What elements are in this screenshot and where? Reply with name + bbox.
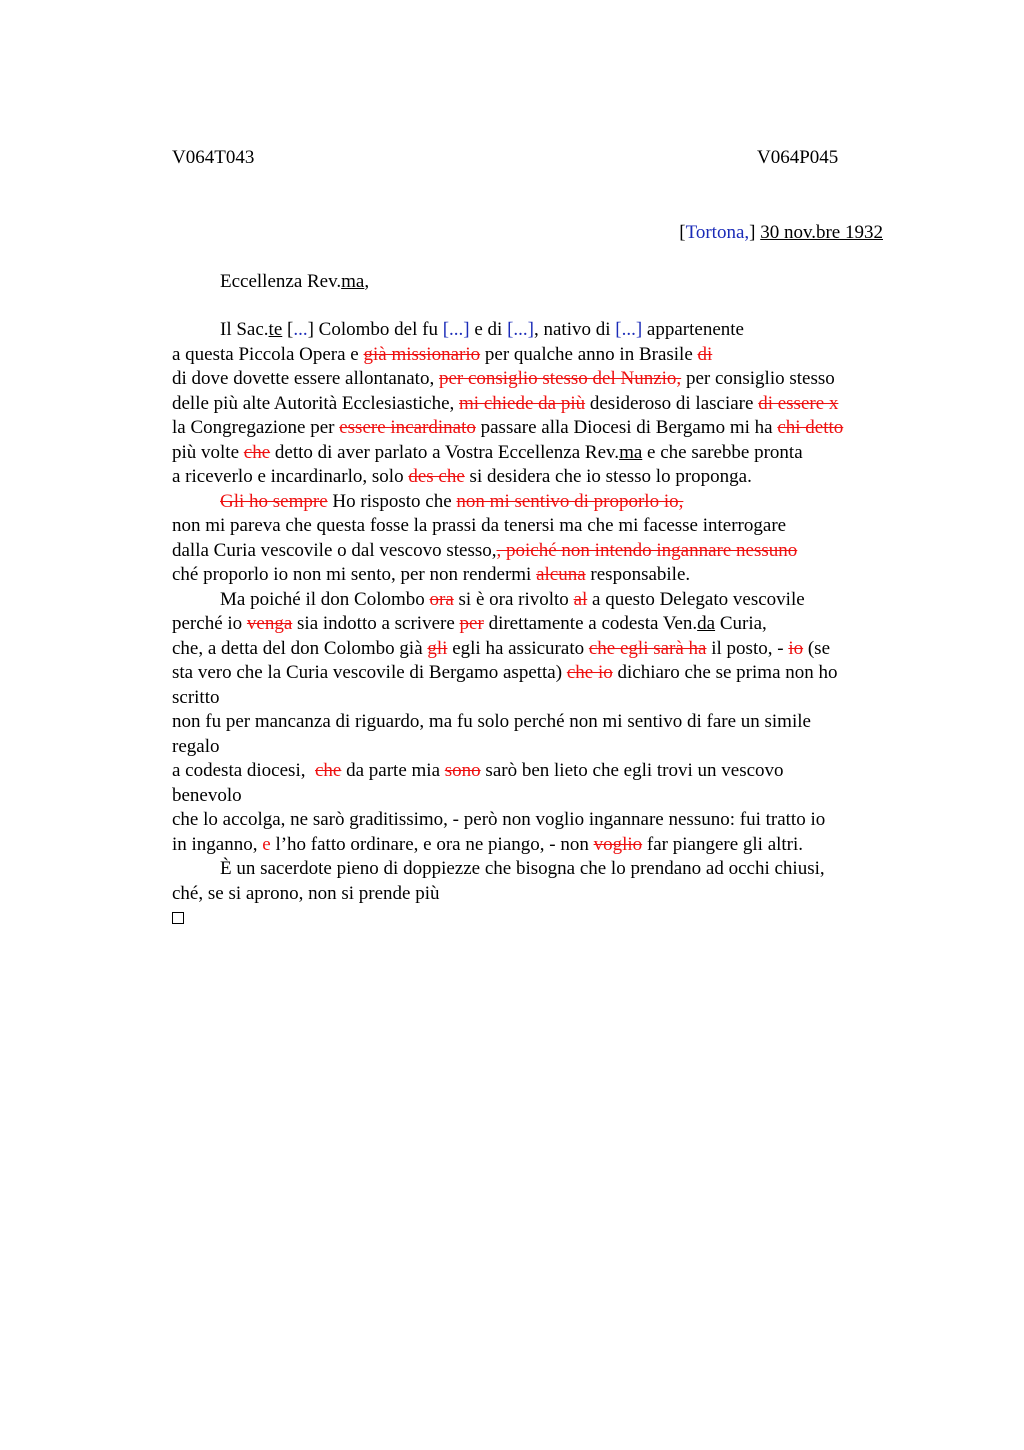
- text: Curia,: [715, 613, 767, 634]
- text: passare alla Diocesi di Bergamo mi ha: [475, 417, 778, 438]
- letter-body: [172, 318, 907, 932]
- text: da parte mia: [341, 760, 445, 781]
- letter-line-19: [172, 759, 907, 784]
- text: , nativo di: [533, 319, 616, 340]
- salutation: [220, 271, 369, 293]
- salutation-punct: ,: [364, 271, 370, 292]
- text: scritto: [172, 686, 220, 708]
- deletion: Gli ho sempre: [220, 490, 328, 512]
- text: a questo Delegato vescovile: [587, 588, 805, 610]
- text: ] Colombo del fu: [307, 319, 443, 340]
- letter-line-5: [172, 416, 907, 441]
- text: dichiaro che se prima non ho: [612, 662, 838, 683]
- text: regalo: [172, 735, 220, 757]
- deletion: e: [262, 833, 271, 855]
- deletion: gli: [427, 637, 448, 659]
- deletion: di essere x: [758, 392, 839, 414]
- letter-line-23: [172, 857, 907, 882]
- salutation-text: Eccellenza Rev.: [220, 271, 342, 292]
- editorial-bracket: [: [287, 319, 294, 340]
- deletion: venga: [246, 613, 293, 634]
- deletion: che: [243, 441, 271, 463]
- end-marker-line: [172, 906, 907, 932]
- editorial-omission: ...: [293, 319, 308, 340]
- text: l’ho fatto ordinare, e ora ne piango, - non: [270, 833, 594, 855]
- deletion: già missionario: [363, 343, 481, 365]
- text: sia indotto a scrivere: [292, 613, 460, 634]
- letter-line-20: [172, 784, 907, 809]
- letter-line-12: [172, 588, 907, 613]
- deletion: che: [314, 760, 342, 781]
- letter-line-16: [172, 686, 907, 711]
- letter-line-24: [172, 882, 907, 907]
- text: per consiglio stesso: [681, 368, 835, 389]
- dateline-close-bracket: ]: [749, 222, 756, 243]
- text: Il Sac.: [220, 319, 269, 340]
- text: a riceverlo e incardinarlo, solo: [172, 466, 409, 487]
- dateline-place: Tortona,: [685, 222, 750, 243]
- square-box-icon: [172, 912, 184, 924]
- text: a codesta diocesi,: [172, 760, 315, 781]
- text: delle più alte Autorità Ecclesiastiche,: [172, 392, 460, 414]
- letter-line-4: [172, 392, 907, 417]
- editorial-omission: [...]: [615, 319, 643, 340]
- text: desideroso di lasciare: [585, 392, 759, 414]
- letter-line-13: [172, 612, 907, 637]
- letter-line-22: [172, 833, 907, 858]
- letter-line-14: [172, 637, 907, 662]
- text: a questa Piccola Opera e: [172, 343, 364, 365]
- deletion: chi detto: [777, 417, 844, 438]
- abbrev: da: [697, 613, 716, 634]
- deletion: voglio: [593, 833, 643, 855]
- letter-line-18: [172, 735, 907, 760]
- editorial-omission: [...]: [442, 319, 470, 340]
- deletion: per: [459, 613, 484, 634]
- text: È un sacerdote pieno di doppiezze che bisogna che lo prendano ad occhi chiusi,: [220, 858, 825, 879]
- letter-line-1: [172, 318, 907, 343]
- text: responsabile.: [585, 564, 691, 585]
- text: ché proporlo io non mi sento, per non rendermi: [172, 564, 537, 585]
- deletion: , poiché non intendo ingannare nessuno: [496, 539, 798, 561]
- text: non mi pareva che questa fosse la prassi da tenersi ma che mi facesse interrogare: [172, 515, 787, 536]
- deletion: io: [788, 637, 804, 659]
- text: ché, se si aprono, non si prende più: [172, 882, 440, 904]
- archive-code-right: V064P045: [757, 147, 839, 168]
- text: si desidera che io stesso lo proponga.: [464, 466, 752, 487]
- dateline-open-bracket: [: [679, 222, 686, 243]
- text: la Congregazione per: [172, 417, 340, 438]
- archive-code-left: V064T043: [172, 147, 255, 168]
- text: più volte: [172, 441, 244, 463]
- deletion: essere incardinato: [339, 417, 476, 438]
- abbrev: ma: [619, 441, 643, 463]
- text: il posto, -: [706, 637, 789, 659]
- text: detto di aver parlato a Vostra Eccellenza Rev.: [270, 441, 620, 463]
- deletion: des che: [408, 466, 465, 487]
- letter-line-7: [172, 465, 907, 490]
- deletion: che egli sarà ha: [588, 637, 707, 659]
- deletion: al: [573, 588, 588, 610]
- deletion: mi chiede da più: [459, 392, 586, 414]
- text: direttamente a codesta Ven.: [483, 613, 698, 634]
- text: Ho risposto che: [327, 490, 457, 512]
- deletion: ora: [429, 588, 454, 610]
- text: benevolo: [172, 784, 242, 806]
- deletion: alcuna: [536, 564, 586, 585]
- deletion: di: [697, 343, 713, 365]
- letter-line-6: [172, 441, 907, 466]
- text: perché io: [172, 613, 247, 634]
- text: che lo accolga, ne sarò graditissimo, - però non voglio ingannare nessuno: fui tratto io: [172, 809, 826, 830]
- text: far piangere gli altri.: [642, 833, 804, 855]
- deletion: che io: [566, 662, 613, 683]
- deletion: sono: [444, 760, 481, 781]
- text: sta vero che la Curia vescovile di Bergamo aspetta): [172, 662, 567, 683]
- text: si è ora rivolto: [453, 588, 574, 610]
- text: non fu per mancanza di riguardo, ma fu solo perché non mi sentivo di fare un simile: [172, 711, 811, 732]
- letter-line-2: [172, 343, 907, 368]
- letter-line-3: [172, 367, 907, 392]
- text: in inganno,: [172, 833, 263, 855]
- text: sarò ben lieto che egli trovi un vescovo: [480, 760, 784, 781]
- text: e di: [469, 319, 508, 340]
- dateline-date: 30 nov.bre 1932: [760, 222, 883, 243]
- deletion: non mi sentivo di proporlo io,: [456, 490, 684, 512]
- letter-line-21: [172, 808, 907, 833]
- abbrev: te: [268, 319, 283, 340]
- editorial-omission: [...]: [507, 319, 534, 340]
- letter-line-8: [172, 490, 907, 515]
- text: Ma poiché il don Colombo: [220, 588, 430, 610]
- text: per qualche anno in Brasile: [480, 343, 698, 365]
- text: egli ha assicurato: [447, 637, 589, 659]
- text: e che sarebbe pronta: [642, 441, 803, 463]
- letter-line-17: [172, 710, 907, 735]
- letter-line-11: [172, 563, 907, 588]
- letter-line-15: [172, 661, 907, 686]
- letter-line-10: [172, 539, 907, 564]
- text: di dove dovette essere allontanato,: [172, 368, 439, 389]
- text: che, a detta del don Colombo già: [172, 637, 428, 659]
- letter-line-9: [172, 514, 907, 539]
- text: appartenente: [642, 319, 744, 340]
- salutation-abbrev: ma: [341, 271, 365, 292]
- text: dalla Curia vescovile o dal vescovo stesso,: [172, 539, 497, 561]
- text: (se: [803, 637, 830, 659]
- dateline: [0, 222, 883, 244]
- deletion: per consiglio stesso del Nunzio,: [438, 368, 682, 389]
